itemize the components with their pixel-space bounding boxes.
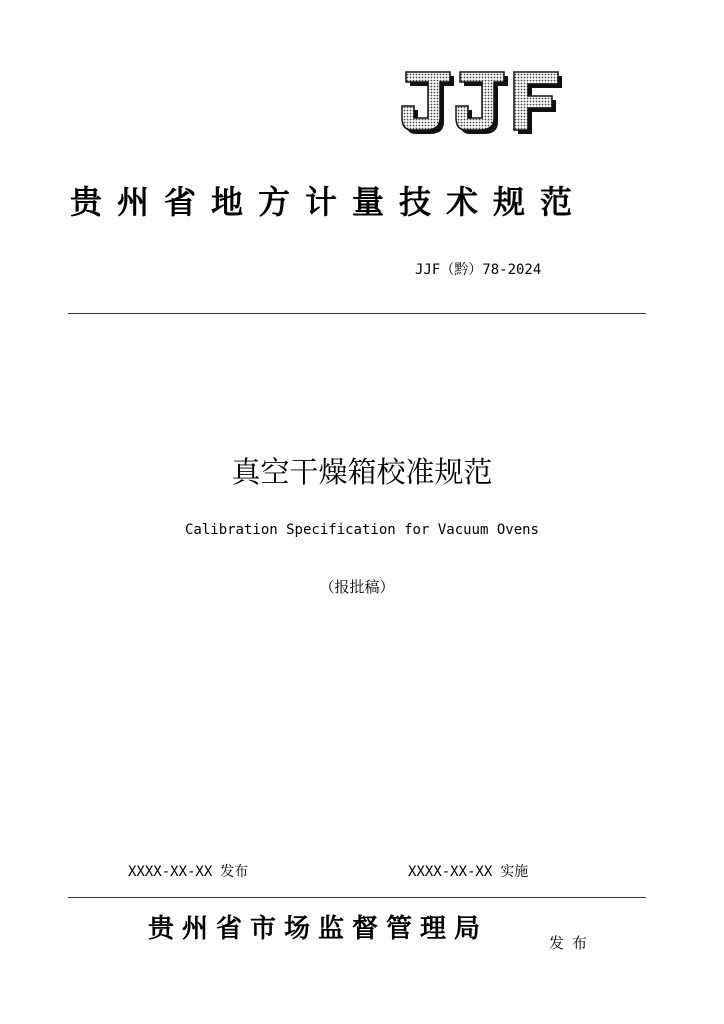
implement-date: XXXX-XX-XX — [408, 864, 493, 880]
publish-label: 发布 — [549, 934, 596, 952]
issuing-authority: 贵州省市场监督管理局 — [148, 914, 489, 944]
document-title-cn: 真空干燥箱校准规范 — [231, 455, 493, 489]
document-title-en: Calibration Specification for Vacuum Ovens — [184, 522, 539, 538]
issue-date-line — [128, 861, 248, 881]
bottom-divider — [68, 897, 646, 898]
issue-date: XXXX-XX-XX — [128, 864, 213, 880]
standard-code: JJF（黔）78-2024 — [415, 262, 542, 278]
jjf-logo — [400, 70, 564, 138]
draft-status: （报批稿） — [319, 578, 395, 596]
top-divider — [68, 313, 646, 314]
implement-date-line — [408, 861, 528, 881]
issue-label: 发布 — [220, 864, 249, 880]
implement-label: 实施 — [500, 864, 529, 880]
standard-series-title: 贵州省地方计量技术规范 — [70, 183, 588, 221]
